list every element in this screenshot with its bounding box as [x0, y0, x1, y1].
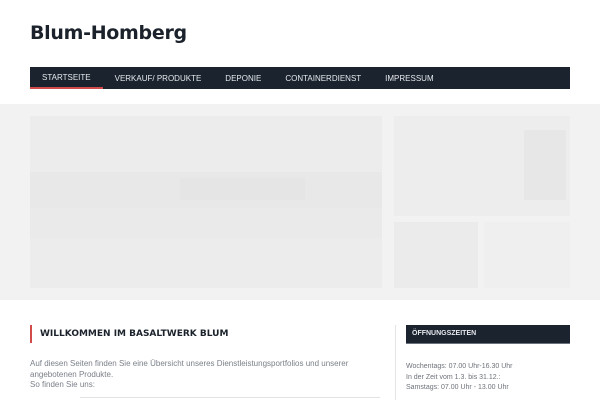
featured-slide-side-bottom-left[interactable]	[394, 222, 478, 288]
featured-slide-side-top[interactable]	[394, 116, 570, 216]
welcome-text-line: Auf diesen Seiten finden Sie eine Übersicht unseres Dienstleistungsportfolios und unserer	[30, 359, 349, 368]
welcome-text-line: So finden Sie uns:	[30, 380, 95, 389]
nav-item-containerdienst[interactable]: CONTAINERDIENST	[285, 73, 362, 83]
opening-hours-line: Wochentags: 07.00 Uhr-16.30 Uhr	[406, 363, 513, 370]
content-divider	[80, 397, 380, 398]
opening-hours-title: ÖFFNUNGSZEITEN	[406, 325, 570, 344]
slide-image-area	[180, 178, 305, 200]
welcome-paragraph	[30, 359, 380, 391]
sidebar	[406, 325, 570, 394]
site-title-link[interactable]: Blum-Homberg	[30, 22, 187, 44]
featured-slide-main[interactable]	[30, 116, 382, 288]
slide-image-area	[30, 208, 382, 238]
opening-hours-text	[406, 362, 570, 394]
slide-image-area	[524, 130, 566, 200]
nav-item-impressum[interactable]: IMPRESSUM	[385, 73, 434, 83]
image-slider	[0, 104, 600, 300]
nav-item-verkauf-produkte[interactable]: VERKAUF/ PRODUKTE	[114, 73, 202, 83]
nav-item-startseite[interactable]: STARTSEITE	[30, 67, 103, 89]
opening-hours-line: In der Zeit vom 1.3. bis 31.12.:	[406, 373, 501, 381]
opening-hours-line: Samstags: 07.00 Uhr - 13.00 Uhr	[406, 384, 509, 391]
welcome-text-line: angebotenen Produkte.	[30, 369, 114, 379]
featured-slide-side-bottom-right[interactable]	[484, 222, 570, 288]
column-separator	[395, 325, 396, 400]
nav-item-deponie[interactable]: DEPONIE	[225, 73, 262, 83]
welcome-heading: WILLKOMMEN IM BASALTWERK BLUM	[30, 325, 380, 343]
main-content	[30, 325, 380, 391]
main-navigation	[30, 67, 570, 89]
